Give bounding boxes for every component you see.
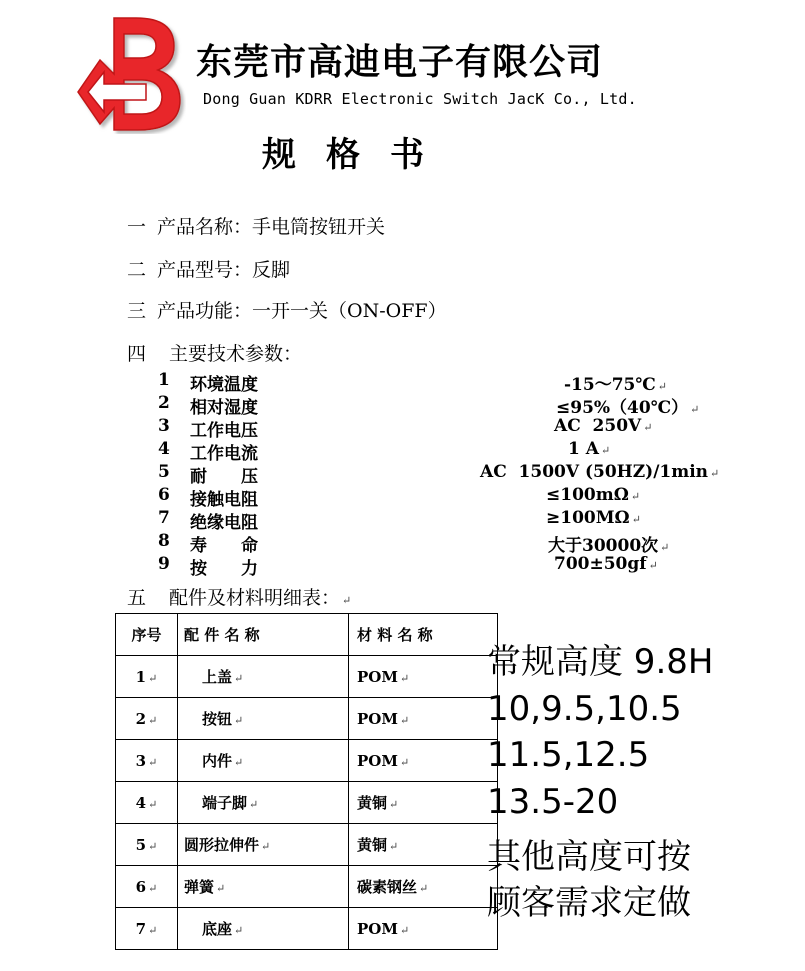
table-header-row: [116, 614, 498, 656]
param-value: ≥100MΩ: [546, 508, 630, 528]
paragraph-mark: ↵: [630, 490, 641, 503]
param-value: -15～75℃: [564, 375, 656, 395]
company-name-en: Dong Guan KDRR Electronic Switch JacK Co., Ltd.: [203, 90, 637, 108]
paragraph-mark: ↵: [148, 671, 158, 685]
paragraph-mark: ↵: [342, 594, 352, 607]
row-part: 内件: [202, 752, 233, 770]
section-number: 四: [127, 343, 147, 365]
paragraph-mark: ↵: [648, 559, 658, 572]
note-line: 11.5,12.5: [487, 735, 650, 775]
param-value: 大于30000次: [548, 536, 659, 556]
row-material: 黄铜: [357, 836, 388, 854]
section-text: 配件及材料明细表：: [169, 587, 341, 609]
param-name: 工作电压: [190, 421, 258, 441]
paragraph-mark: ↵: [148, 755, 158, 769]
row-part: 按钮: [202, 710, 233, 728]
param-value: ≤100mΩ: [546, 485, 629, 505]
param-name: 绝缘电阻: [190, 513, 258, 533]
paragraph-mark: ↵: [148, 839, 158, 853]
row-no: 7: [135, 919, 147, 938]
paragraph-mark: ↵: [690, 403, 700, 416]
note-line: 13.5-20: [487, 782, 619, 822]
row-material: POM: [357, 667, 398, 686]
tech-params-list: [158, 370, 718, 577]
section-number: 一: [127, 216, 147, 238]
param-value: AC 1500V (50HZ)/1min: [480, 462, 709, 482]
param-row: [158, 370, 718, 393]
paragraph-mark: ↵: [261, 840, 271, 853]
paragraph-mark: ↵: [148, 797, 158, 811]
logo-b-shape: [78, 18, 180, 130]
paragraph-mark: ↵: [399, 755, 410, 769]
note-line: 常规高度 9.8H: [487, 642, 714, 682]
paragraph-mark: ↵: [234, 924, 244, 937]
param-name: 环境温度: [190, 375, 258, 395]
param-value: AC 250V: [554, 416, 642, 436]
param-number: 4: [158, 439, 170, 459]
paragraph-mark: ↵: [249, 798, 259, 811]
param-number: 1: [158, 370, 170, 390]
company-name-cn: 东莞市高迪电子有限公司: [196, 42, 604, 83]
row-part: 端子脚: [202, 794, 248, 812]
table-row: [116, 782, 498, 824]
section-text: 产品型号：反脚: [157, 259, 291, 281]
section-number: 二: [127, 259, 147, 281]
param-row: [158, 462, 718, 485]
section-text: 产品功能：一开一关（ON-OFF）: [157, 300, 447, 322]
param-name: 相对湿度: [190, 398, 258, 418]
paragraph-mark: ↵: [657, 380, 667, 393]
paragraph-mark: ↵: [710, 467, 720, 480]
param-name: 寿 命: [190, 536, 258, 556]
row-material: 黄铜: [357, 794, 388, 812]
paragraph-mark: ↵: [399, 713, 410, 727]
param-row: [158, 485, 718, 508]
param-value: ≤95%（40℃）: [556, 398, 689, 418]
section-tech-params: [127, 339, 302, 366]
row-part: 圆形拉伸件: [184, 836, 260, 854]
paragraph-mark: ↵: [234, 756, 244, 769]
paragraph-mark: ↵: [389, 798, 399, 811]
param-row: [158, 531, 718, 554]
section-text: 主要技术参数：: [169, 343, 303, 365]
paragraph-mark: ↵: [399, 671, 410, 685]
header-part: 配 件 名 称: [178, 614, 349, 656]
table-row: [116, 908, 498, 950]
row-part: 弹簧: [184, 878, 215, 896]
param-row: [158, 393, 718, 416]
row-no: 5: [135, 835, 147, 854]
table-row: [116, 824, 498, 866]
paragraph-mark: ↵: [148, 881, 158, 895]
row-no: 6: [135, 877, 147, 896]
paragraph-mark: ↵: [631, 513, 641, 526]
row-no: 1: [135, 667, 147, 686]
param-number: 9: [158, 554, 170, 574]
param-number: 3: [158, 416, 170, 436]
param-name: 接触电阻: [190, 490, 258, 510]
section-parts-list: [127, 583, 351, 610]
section-product-model: [127, 255, 290, 282]
row-no: 2: [135, 709, 147, 728]
row-no: 3: [135, 751, 147, 770]
paragraph-mark: ↵: [389, 840, 399, 853]
company-logo: [74, 12, 186, 134]
note-line: 其他高度可按: [487, 837, 691, 877]
param-name: 工作电流: [190, 444, 258, 464]
table-row: [116, 698, 498, 740]
param-row: [158, 439, 718, 462]
paragraph-mark: ↵: [234, 714, 244, 727]
paragraph-mark: ↵: [216, 882, 226, 895]
row-no: 4: [135, 793, 147, 812]
paragraph-mark: ↵: [234, 672, 244, 685]
row-material: POM: [357, 919, 398, 938]
param-row: [158, 554, 718, 577]
param-name: 耐 压: [190, 467, 258, 487]
paragraph-mark: ↵: [419, 882, 429, 895]
section-number: 三: [127, 300, 147, 322]
note-line: 10,9.5,10.5: [487, 689, 682, 729]
paragraph-mark: ↵: [148, 923, 158, 937]
parts-table: [115, 613, 498, 950]
param-number: 6: [158, 485, 170, 505]
param-value: 700±50gf: [554, 554, 647, 574]
paragraph-mark: ↵: [600, 444, 611, 457]
param-row: [158, 508, 718, 531]
row-material: 碳素钢丝: [357, 878, 418, 896]
row-material: POM: [357, 751, 398, 770]
note-line: 顾客需求定做: [487, 883, 691, 923]
param-value: 1 A: [568, 439, 599, 459]
paragraph-mark: ↵: [399, 923, 410, 937]
param-number: 2: [158, 393, 170, 413]
paragraph-mark: ↵: [148, 713, 158, 727]
section-text: 产品名称：手电筒按钮开关: [157, 216, 386, 238]
paragraph-mark: ↵: [643, 421, 653, 434]
header-material: 材 料 名 称: [349, 614, 498, 656]
row-part: 底座: [202, 920, 233, 938]
param-number: 5: [158, 462, 170, 482]
section-product-name: [127, 212, 385, 239]
header-no: 序号: [116, 614, 178, 656]
table-row: [116, 866, 498, 908]
row-part: 上盖: [202, 668, 233, 686]
param-number: 8: [158, 531, 170, 551]
section-product-function: [127, 296, 447, 323]
param-name: 按 力: [190, 559, 258, 579]
param-row: [158, 416, 718, 439]
table-row: [116, 656, 498, 698]
paragraph-mark: ↵: [660, 541, 670, 554]
row-material: POM: [357, 709, 398, 728]
table-row: [116, 740, 498, 782]
section-number: 五: [127, 587, 147, 609]
param-number: 7: [158, 508, 170, 528]
document-title: 规格书: [262, 135, 454, 175]
